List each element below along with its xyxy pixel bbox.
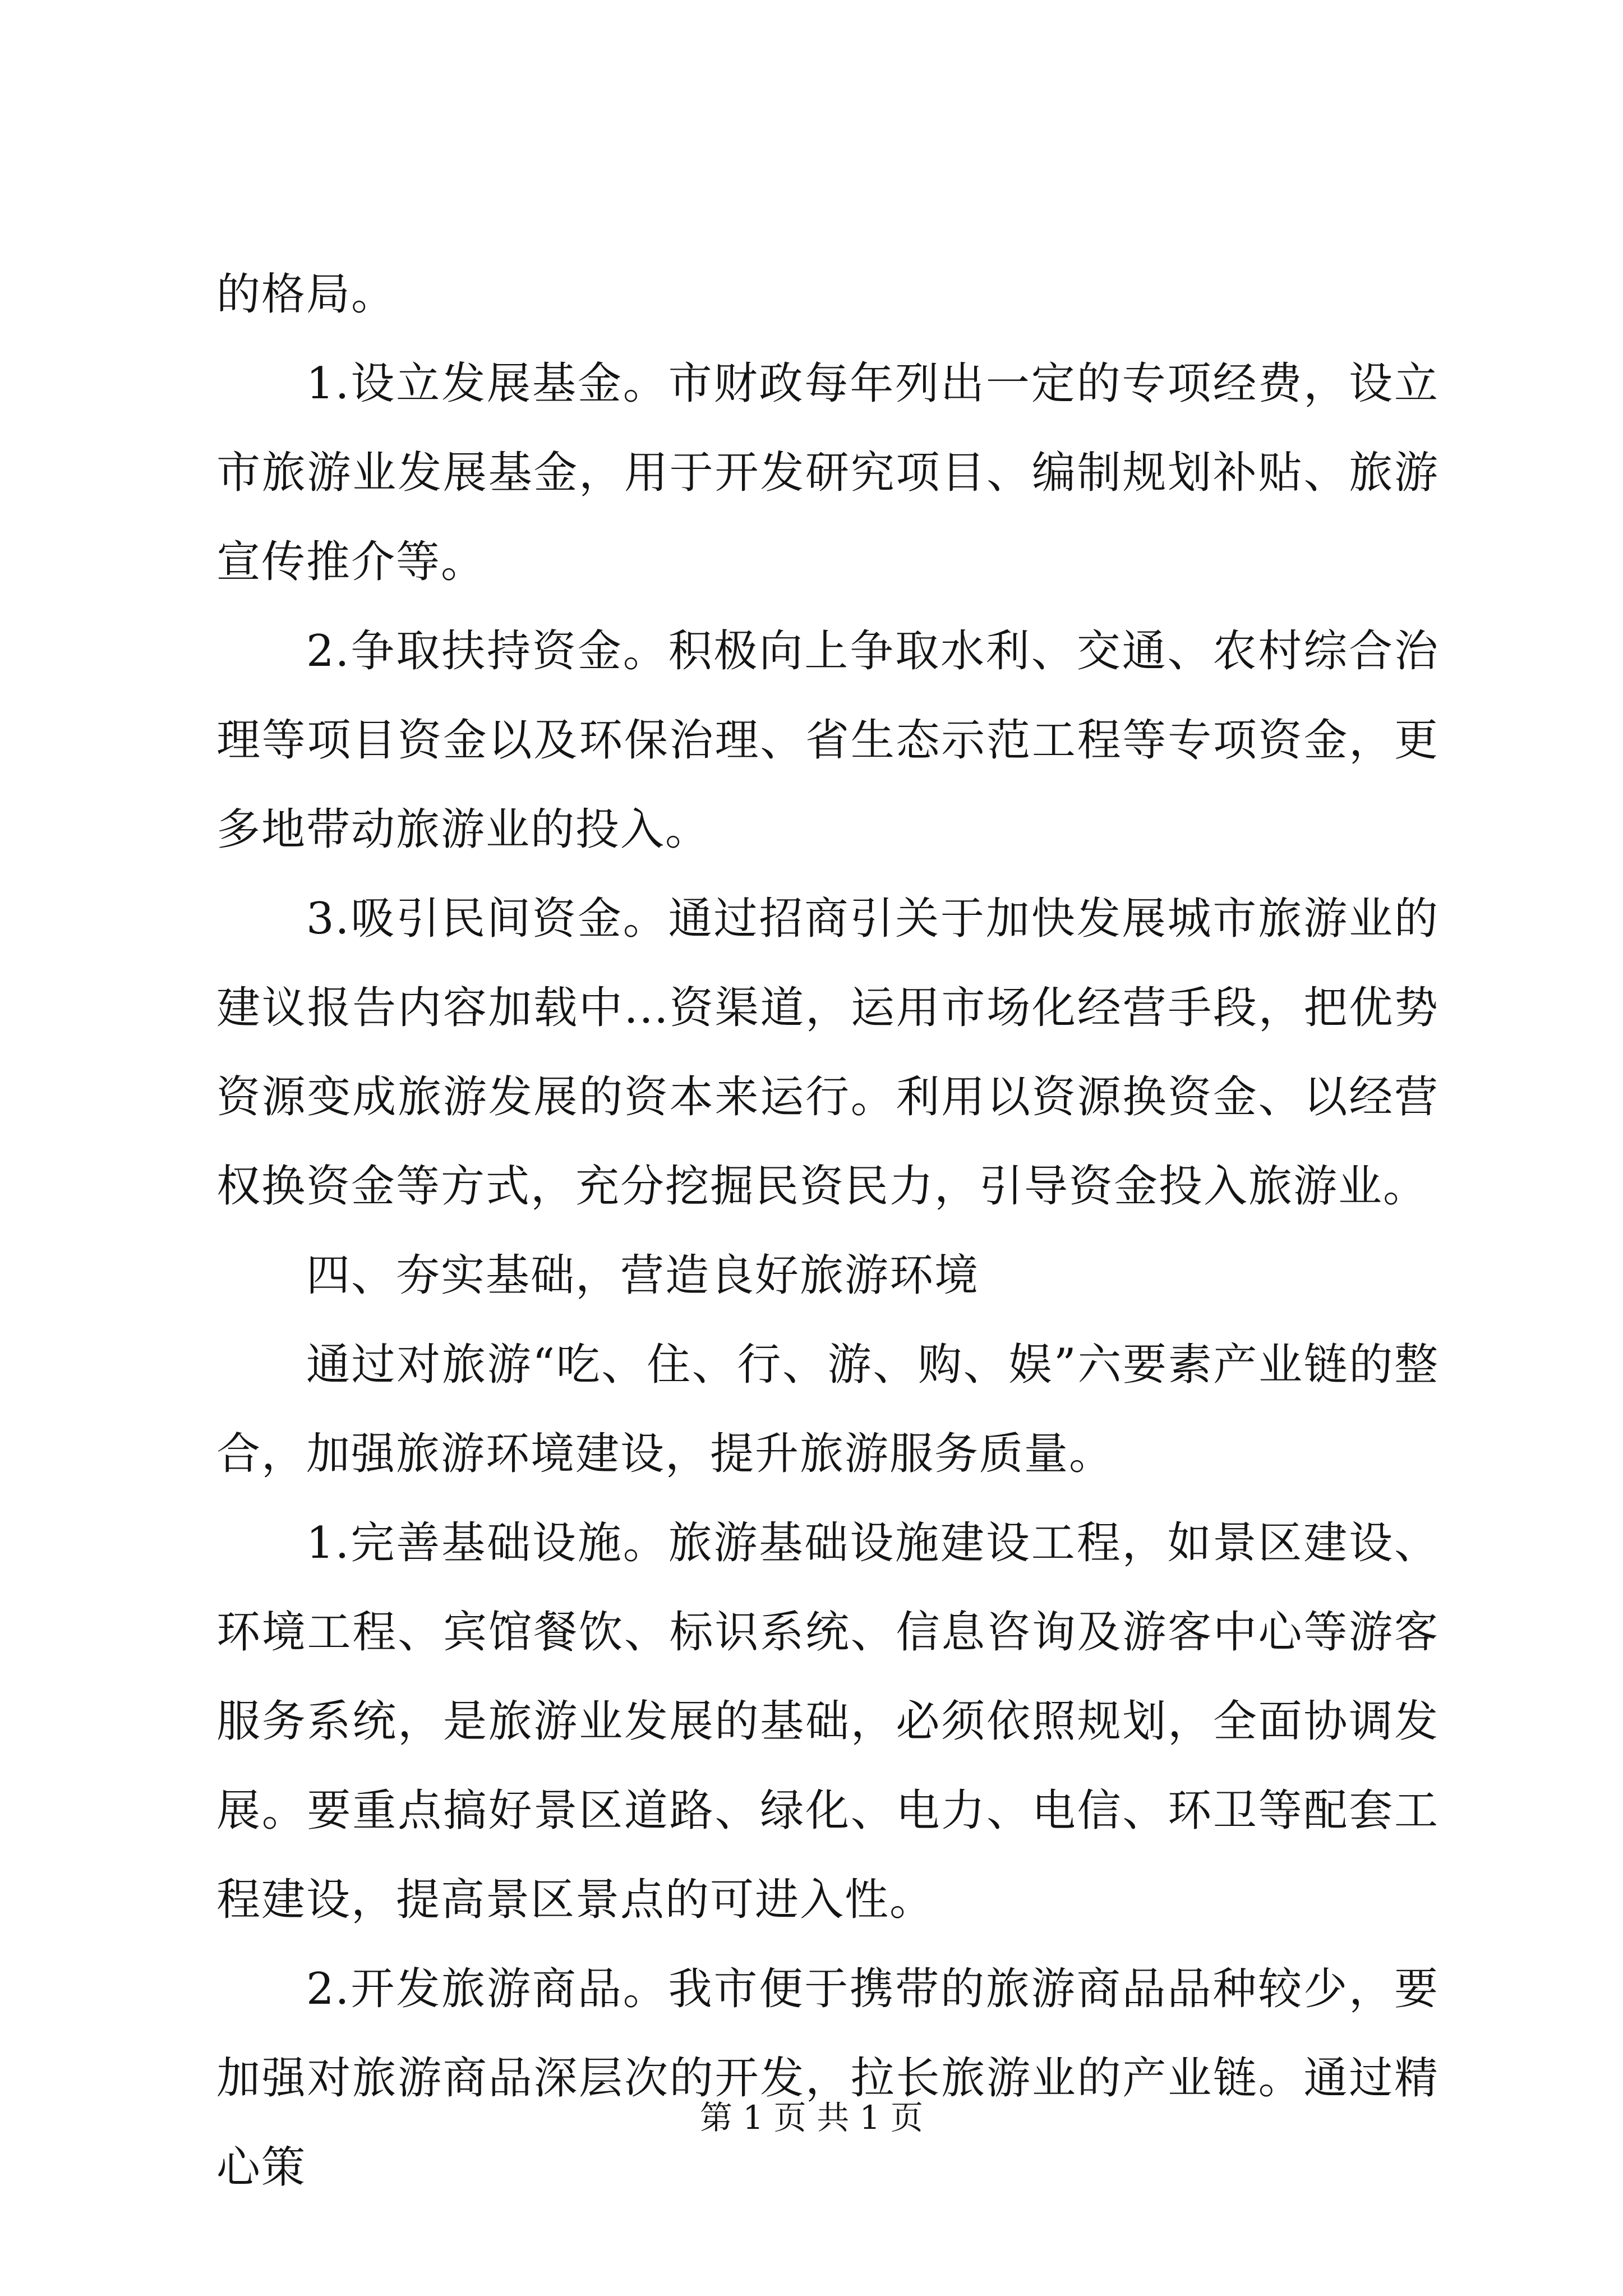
section-heading: 四、夯实基础，营造良好旅游环境 bbox=[306, 1250, 980, 1301]
page-footer: 第 1 页 共 1 页 bbox=[700, 2099, 923, 2137]
paragraph-infrastructure: 1.完善基础设施。旅游基础设施建设工程，如景区建设、环境工程、宾馆餐饮、标识系统、信息咨询及游客中心等游客服务系统，是旅游业发展的基础，必须依照规划，全面协调发展。要重点搞好景区道路、绿化、电力、电信、环卫等配套工程建设，提高景区景点的可进入性。 bbox=[216, 1518, 1439, 1925]
paragraph-tourism-goods: 2.开发旅游商品。我市便于携带的旅游商品品种较少，要加强对旅游商品深层次的开发，拉长旅游业的产业链。通过精心策 bbox=[216, 1964, 1439, 2193]
paragraph-development-fund: 1.设立发展基金。市财政每年列出一定的专项经费，设立市旅游业发展基金，用于开发研究项目、编制规划补贴、旅游宣传推介等。 bbox=[216, 358, 1439, 587]
paragraph-private-capital: 3.吸引民间资金。通过招商引关于加快发展城市旅游业的建议报告内容加载中...资渠道，运用市场化经营手段，把优势资源变成旅游发展的资本来运行。利用以资源换资金、以经营权换资金等方式，充分挖掘民资民力，引导资金投入旅游业。 bbox=[216, 894, 1439, 1212]
body-text bbox=[216, 250, 1439, 2212]
paragraph-six-elements: 通过对旅游“吃、住、行、游、购、娱”六要素产业链的整合，加强旅游环境建设，提升旅游服务质量。 bbox=[216, 1340, 1439, 1479]
paragraph-support-funds: 2.争取扶持资金。积极向上争取水利、交通、农村综合治理等项目资金以及环保治理、省生态示范工程等专项资金，更多地带动旅游业的投入。 bbox=[216, 626, 1439, 855]
paragraph-continuation: 的格局。 bbox=[216, 269, 396, 320]
